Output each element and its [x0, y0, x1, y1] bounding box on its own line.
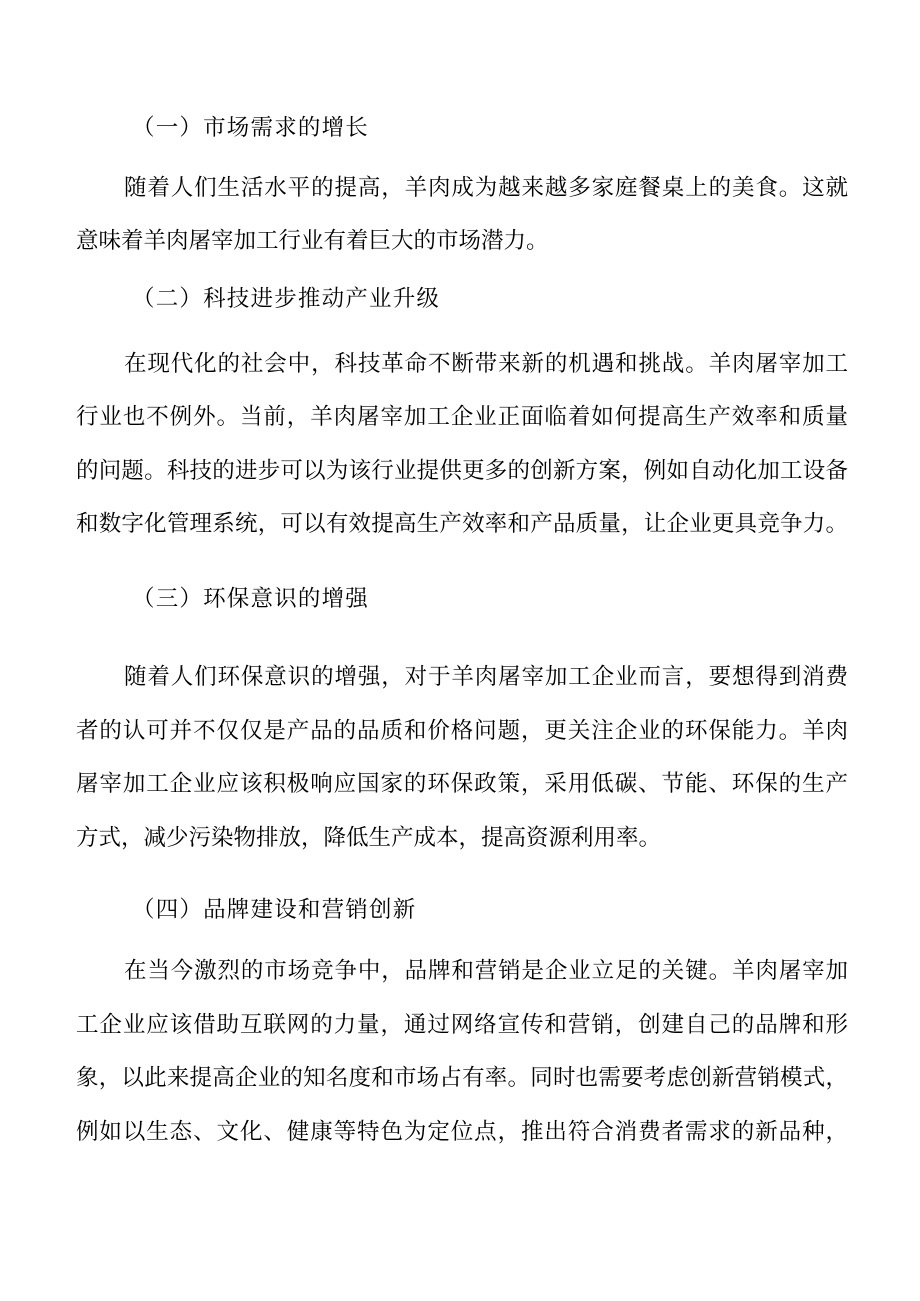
paragraph-line: 象，以此来提高企业的知名度和市场占有率。同时也需要考虑创新营销模式，	[76, 1065, 848, 1091]
paragraph-line: 工企业应该借助互联网的力量，通过网络宣传和营销，创建自己的品牌和形	[76, 1012, 848, 1038]
section-heading-4: （四）品牌建设和营销创新	[132, 897, 417, 923]
paragraph-line: 和数字化管理系统，可以有效提高生产效率和产品质量，让企业更具竞争力。	[76, 511, 848, 537]
section-heading-3: （三）环保意识的增强	[132, 586, 370, 612]
paragraph-line: 方式，减少污染物排放，降低生产成本，提高资源利用率。	[76, 825, 662, 851]
paragraph-line: 行业也不例外。当前，羊肉屠宰加工企业正面临着如何提高生产效率和质量	[76, 404, 848, 430]
paragraph-line: 的问题。科技的进步可以为该行业提供更多的创新方案，例如自动化加工设备	[76, 458, 848, 484]
paragraph-line: 意味着羊肉屠宰加工行业有着巨大的市场潜力。	[76, 228, 549, 254]
section-heading-1: （一）市场需求的增长	[132, 115, 370, 141]
paragraph-line: 例如以生态、文化、健康等特色为定位点，推出符合消费者需求的新品种，	[76, 1119, 848, 1145]
paragraph-line: 随着人们环保意识的增强，对于羊肉屠宰加工企业而言，要想得到消费	[124, 664, 848, 690]
paragraph-line: 在现代化的社会中，科技革命不断带来新的机遇和挑战。羊肉屠宰加工	[124, 351, 848, 377]
paragraph-line: 在当今激烈的市场竞争中，品牌和营销是企业立足的关键。羊肉屠宰加	[124, 958, 848, 984]
paragraph-line: 者的认可并不仅仅是产品的品质和价格问题，更关注企业的环保能力。羊肉	[76, 718, 848, 744]
paragraph-line: 屠宰加工企业应该积极响应国家的环保政策，采用低碳、节能、环保的生产	[76, 771, 848, 797]
section-heading-2: （二）科技进步推动产业升级	[132, 286, 441, 312]
paragraph-line: 随着人们生活水平的提高，羊肉成为越来越多家庭餐桌上的美食。这就	[124, 175, 848, 201]
